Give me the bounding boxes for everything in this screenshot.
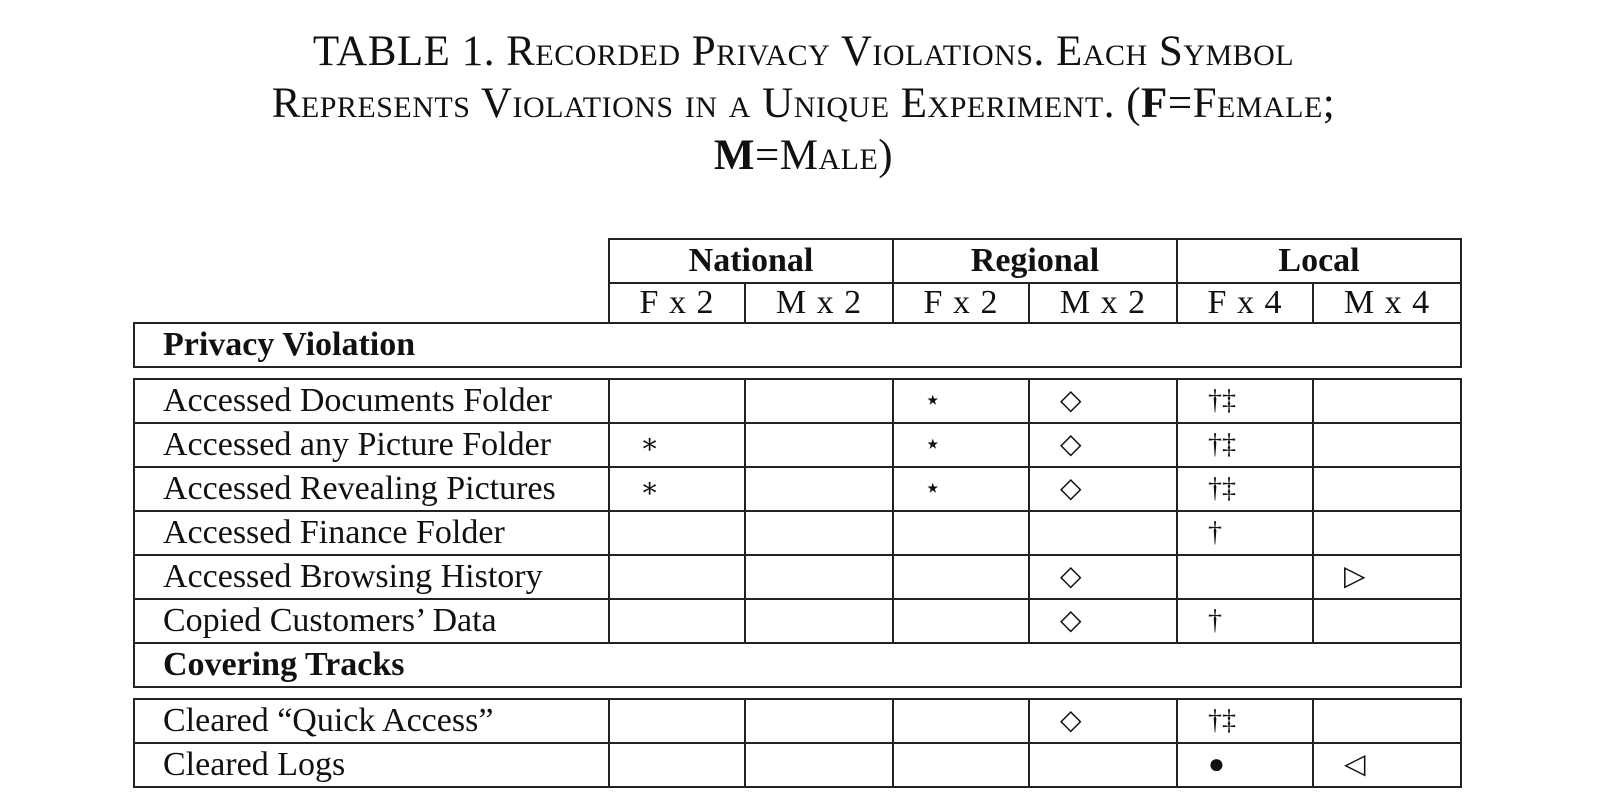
symbol-cell (745, 699, 893, 743)
symbol-cell: ◁ (1313, 743, 1461, 787)
male-legend: =Male) (754, 132, 894, 179)
row-label: Accessed Finance Folder (134, 511, 609, 555)
row-label: Cleared “Quick Access” (134, 699, 609, 743)
symbol-cell (893, 743, 1029, 787)
group-local: Local (1177, 239, 1461, 283)
symbol-cell (1313, 423, 1461, 467)
symbol-cell (1177, 555, 1313, 599)
symbol-cell: ◇ (1029, 699, 1177, 743)
gap-cell (134, 367, 1461, 379)
symbol-cell: ◇ (1029, 379, 1177, 423)
section-gap (134, 367, 1461, 379)
table-row (134, 423, 1461, 467)
symbol-cell (609, 379, 745, 423)
symbol-cell: ⋆ (893, 467, 1029, 511)
symbol-cell: †‡ (1177, 423, 1313, 467)
symbol-cell (745, 511, 893, 555)
table-row (134, 599, 1461, 643)
symbol-cell: ∗ (609, 467, 745, 511)
symbol-cell (745, 423, 893, 467)
caption-line-3 (0, 130, 1607, 182)
group-national: National (609, 239, 893, 283)
subheader-regional-female: F x 2 (893, 283, 1029, 323)
row-label: Accessed any Picture Folder (134, 423, 609, 467)
section-title: Privacy Violation (134, 323, 1461, 367)
section-title: Covering Tracks (134, 643, 1461, 687)
symbol-cell: ▷ (1313, 555, 1461, 599)
symbol-cell: ⋆ (893, 423, 1029, 467)
row-label: Cleared Logs (134, 743, 609, 787)
symbol-cell: ∗ (609, 423, 745, 467)
row-label: Accessed Revealing Pictures (134, 467, 609, 511)
subheader-row (134, 283, 1461, 323)
symbol-cell (893, 511, 1029, 555)
female-legend: =Female; (1167, 80, 1336, 127)
symbol-cell (1029, 511, 1177, 555)
symbol-cell (1313, 467, 1461, 511)
symbol-cell (1029, 743, 1177, 787)
table-row (134, 555, 1461, 599)
symbol-cell (893, 599, 1029, 643)
symbol-cell (745, 379, 893, 423)
female-letter: F (1141, 80, 1168, 127)
symbol-cell (609, 599, 745, 643)
symbol-cell: ◇ (1029, 599, 1177, 643)
symbol-cell: †‡ (1177, 467, 1313, 511)
caption-line-2 (0, 78, 1607, 130)
subheader-national-male: M x 2 (745, 283, 893, 323)
subheader-national-female: F x 2 (609, 283, 745, 323)
symbol-cell: † (1177, 511, 1313, 555)
symbol-cell (609, 511, 745, 555)
section-gap (134, 687, 1461, 699)
table-row (134, 743, 1461, 787)
symbol-cell (609, 699, 745, 743)
caption-line-1: TABLE 1. Recorded Privacy Violations. Each Symbol (312, 28, 1295, 75)
symbol-cell (1313, 599, 1461, 643)
symbol-cell: †‡ (1177, 379, 1313, 423)
symbol-cell: ⋆ (893, 379, 1029, 423)
symbol-cell (1313, 511, 1461, 555)
violations-table (133, 238, 1462, 788)
symbol-cell: ● (1177, 743, 1313, 787)
symbol-cell (609, 743, 745, 787)
symbol-cell (1313, 379, 1461, 423)
group-header-row (134, 239, 1461, 283)
symbol-cell: ◇ (1029, 467, 1177, 511)
row-label: Copied Customers’ Data (134, 599, 609, 643)
subheader-blank (134, 283, 609, 323)
symbol-cell: ◇ (1029, 555, 1177, 599)
table-row (134, 379, 1461, 423)
symbol-cell (893, 555, 1029, 599)
male-letter: M (713, 132, 755, 179)
symbol-cell (609, 555, 745, 599)
row-label: Accessed Browsing History (134, 555, 609, 599)
section-row (134, 643, 1461, 687)
group-regional: Regional (893, 239, 1177, 283)
symbol-cell (745, 599, 893, 643)
header-blank (134, 239, 609, 283)
symbol-cell: ◇ (1029, 423, 1177, 467)
symbol-cell (1313, 699, 1461, 743)
symbol-cell: †‡ (1177, 699, 1313, 743)
symbol-cell (745, 743, 893, 787)
symbol-cell: † (1177, 599, 1313, 643)
table-row (134, 511, 1461, 555)
symbol-cell (745, 467, 893, 511)
symbol-cell (893, 699, 1029, 743)
table-caption (0, 26, 1607, 182)
table-row (134, 699, 1461, 743)
subheader-regional-male: M x 2 (1029, 283, 1177, 323)
symbol-cell (745, 555, 893, 599)
table-row (134, 467, 1461, 511)
subheader-local-male: M x 4 (1313, 283, 1461, 323)
caption-line-2-text: Represents Violations in a Unique Experiment. ( (271, 80, 1142, 127)
section-row (134, 323, 1461, 367)
subheader-local-female: F x 4 (1177, 283, 1313, 323)
row-label: Accessed Documents Folder (134, 379, 609, 423)
gap-cell (134, 687, 1461, 699)
